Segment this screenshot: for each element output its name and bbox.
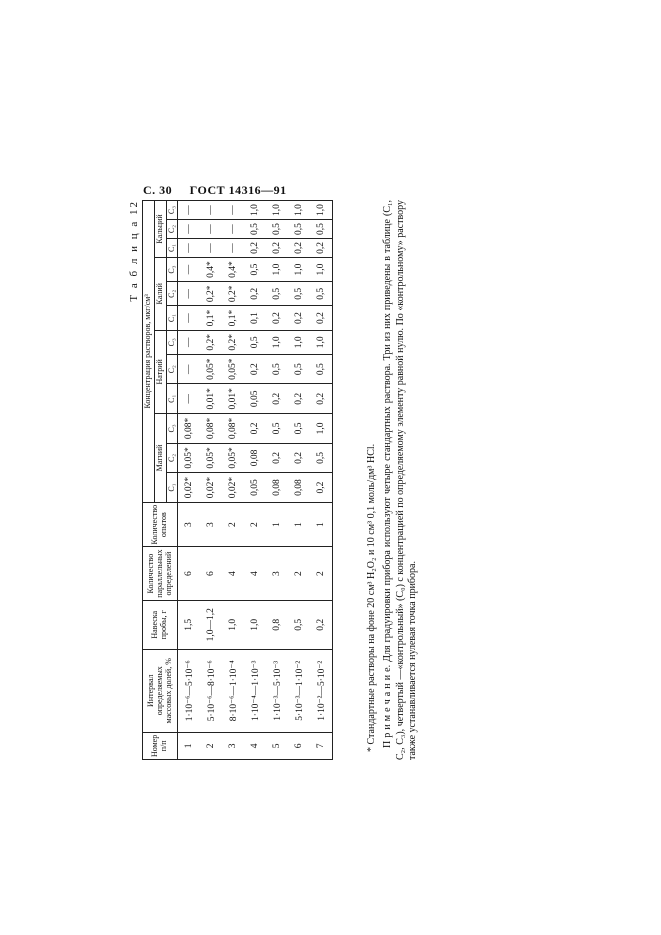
sub-header: C₂ [166, 282, 178, 306]
group-header: Кальций [154, 201, 166, 258]
cell-value: 1,0 [310, 414, 333, 444]
sub-header: C₃ [166, 201, 178, 220]
data-table [142, 200, 333, 760]
col-index: Номер п/п [143, 732, 178, 759]
cell-value: 0,02* [178, 473, 201, 503]
cell-value: 0,4* [222, 257, 244, 281]
cell-value: 0,2 [288, 384, 310, 414]
cell-value: — [178, 201, 201, 220]
sub-header: C₁ [166, 473, 178, 503]
cell-value: 0,2* [222, 330, 244, 354]
cell-value: 1,0 [244, 201, 266, 220]
sub-header: C₁ [166, 384, 178, 414]
cell-par: 2 [310, 547, 333, 600]
cell-idx: 4 [244, 732, 266, 759]
cell-mass: 1,5 [178, 600, 201, 649]
cell-value: — [178, 220, 201, 239]
cell-value: 0,2* [200, 330, 222, 354]
cell-value: 0,5 [310, 443, 333, 473]
cell-range: 5·10⁻⁶—8·10⁻⁶ [200, 649, 222, 732]
cell-value: 0,02* [222, 473, 244, 503]
cell-value: 0,08 [244, 443, 266, 473]
sub-header: C₃ [166, 414, 178, 444]
cell-value: 1,0 [310, 330, 333, 354]
cell-value: 0,5 [288, 282, 310, 306]
cell-idx: 2 [200, 732, 222, 759]
cell-value: 0,08 [288, 473, 310, 503]
cell-value: 0,2 [266, 239, 288, 258]
cell-par: 4 [244, 547, 266, 600]
cell-value: 0,5 [288, 354, 310, 384]
cell-value: 0,05* [200, 443, 222, 473]
group-header: Натрий [154, 330, 166, 413]
cell-idx: 1 [178, 732, 201, 759]
cell-value: 0,5 [310, 354, 333, 384]
cell-value: 1,0 [266, 330, 288, 354]
cell-par: 6 [200, 547, 222, 600]
cell-value: 0,08 [266, 473, 288, 503]
col-concentration: Концентрация растворов, мкг/см³ [143, 201, 155, 503]
sub-header: C₂ [166, 443, 178, 473]
cell-value: — [200, 220, 222, 239]
sub-header: C₂ [166, 354, 178, 384]
col-parallel: Количество параллельных определений [143, 547, 178, 600]
cell-value: 1,0 [288, 330, 310, 354]
cell-value: — [178, 330, 201, 354]
cell-value: 0,2 [244, 414, 266, 444]
table-title: Т а б л и ц а 12 [128, 200, 140, 302]
cell-cnt: 3 [200, 502, 222, 547]
cell-value: 0,2 [310, 384, 333, 414]
cell-value: 0,1 [244, 306, 266, 330]
group-header: Калий [154, 257, 166, 330]
cell-value: 0,08* [178, 414, 201, 444]
table-row [200, 201, 222, 760]
cell-value: 0,05* [222, 443, 244, 473]
cell-cnt: 2 [222, 502, 244, 547]
cell-value: 0,08* [200, 414, 222, 444]
cell-mass: 1,0 [244, 600, 266, 649]
cell-value: 0,05* [178, 443, 201, 473]
cell-value: 0,01* [222, 384, 244, 414]
cell-value: 0,05* [222, 354, 244, 384]
cell-value: 0,2* [200, 282, 222, 306]
cell-range: 1·10⁻²—5·10⁻² [310, 649, 333, 732]
table-row [266, 201, 288, 760]
cell-mass: 1,0—1,2 [200, 600, 222, 649]
cell-mass: 1,0 [222, 600, 244, 649]
cell-mass: 0,2 [310, 600, 333, 649]
cell-value: 0,2 [288, 443, 310, 473]
cell-value: 1,0 [266, 257, 288, 281]
cell-cnt: 1 [266, 502, 288, 547]
cell-mass: 0,8 [266, 600, 288, 649]
cell-value: — [178, 239, 201, 258]
cell-value: 0,2 [310, 306, 333, 330]
note: П р и м е ч а н и е. Для градуировки прибора используют четыре стандартных раствора. Три из них приведены в таблице (C₁, C₂, C₃), четвертый —«контрольный» (C₀) с концентрацией по определяемому элементу равной нулю. По «контрольному» раствору также устанавливается нулевая точка прибора. [382, 200, 418, 760]
col-count: Количество опытов [143, 502, 178, 547]
cell-value: 0,4* [200, 257, 222, 281]
cell-par: 6 [178, 547, 201, 600]
cell-value: 0,5 [310, 220, 333, 239]
sub-header: C₃ [166, 330, 178, 354]
cell-range: 1·10⁻⁶—5·10⁻⁶ [178, 649, 201, 732]
cell-value: 0,2 [266, 443, 288, 473]
page-number: С. 30 [143, 183, 173, 197]
cell-value: — [222, 220, 244, 239]
cell-mass: 0,5 [288, 600, 310, 649]
sub-header: C₁ [166, 306, 178, 330]
sub-header: C₃ [166, 257, 178, 281]
cell-value: — [178, 306, 201, 330]
cell-value: 0,2 [288, 239, 310, 258]
cell-range: 1·10⁻⁴—1·10⁻³ [244, 649, 266, 732]
cell-value: — [200, 239, 222, 258]
sub-header: C₁ [166, 239, 178, 258]
cell-value: 0,2 [288, 306, 310, 330]
cell-value: 0,2 [266, 384, 288, 414]
page-header [143, 183, 301, 198]
cell-cnt: 1 [288, 502, 310, 547]
cell-cnt: 2 [244, 502, 266, 547]
cell-value: 0,5 [288, 220, 310, 239]
table-row [288, 201, 310, 760]
cell-cnt: 1 [310, 502, 333, 547]
cell-idx: 6 [288, 732, 310, 759]
cell-value: 1,0 [288, 257, 310, 281]
cell-range: 8·10⁻⁶—1·10⁻⁴ [222, 649, 244, 732]
sub-header: C₂ [166, 220, 178, 239]
cell-value: 0,1* [222, 306, 244, 330]
cell-value: 1,0 [288, 201, 310, 220]
rotated-content [128, 200, 418, 760]
cell-idx: 3 [222, 732, 244, 759]
cell-value: 0,2 [310, 239, 333, 258]
cell-cnt: 3 [178, 502, 201, 547]
cell-value: 0,5 [310, 282, 333, 306]
cell-value: 0,01* [200, 384, 222, 414]
cell-value: 0,1* [200, 306, 222, 330]
table-row [222, 201, 244, 760]
cell-value: 0,5 [288, 414, 310, 444]
cell-value: 0,5 [244, 220, 266, 239]
cell-value: 0,05* [200, 354, 222, 384]
cell-value: 0,08* [222, 414, 244, 444]
cell-range: 1·10⁻³—5·10⁻³ [266, 649, 288, 732]
cell-value: — [200, 201, 222, 220]
cell-value: 0,2 [244, 354, 266, 384]
cell-idx: 5 [266, 732, 288, 759]
cell-value: — [178, 384, 201, 414]
cell-value: 0,2 [244, 282, 266, 306]
cell-value: 1,0 [310, 201, 333, 220]
cell-value: 0,02* [200, 473, 222, 503]
cell-value: 0,2 [266, 306, 288, 330]
cell-par: 3 [266, 547, 288, 600]
cell-idx: 7 [310, 732, 333, 759]
cell-range: 5·10⁻³—1·10⁻² [288, 649, 310, 732]
cell-value: 0,2* [222, 282, 244, 306]
cell-value: 0,2 [310, 473, 333, 503]
col-range: Интервал определяемых массовых долей, % [143, 649, 178, 732]
table-row [310, 201, 333, 760]
cell-value: 0,2 [244, 239, 266, 258]
cell-value: — [222, 239, 244, 258]
cell-par: 2 [288, 547, 310, 600]
table-row [178, 201, 201, 760]
cell-par: 4 [222, 547, 244, 600]
cell-value: — [178, 257, 201, 281]
group-header: Магний [154, 414, 166, 503]
cell-value: — [222, 201, 244, 220]
cell-value: 0,5 [266, 354, 288, 384]
col-mass: Навеска пробы, г [143, 600, 178, 649]
cell-value: 1,0 [310, 257, 333, 281]
cell-value: 0,05 [244, 473, 266, 503]
cell-value: 0,05 [244, 384, 266, 414]
cell-value: 0,5 [266, 220, 288, 239]
cell-value: 1,0 [266, 201, 288, 220]
cell-value: 0,5 [266, 282, 288, 306]
standard-code: ГОСТ 14316—91 [189, 183, 287, 197]
footnote: * Стандартные растворы на фоне 20 см³ H₂O₂ и 10 см³ 0,1 моль/дм³ HCl. [366, 443, 377, 752]
cell-value: — [178, 282, 201, 306]
cell-value: — [178, 354, 201, 384]
cell-value: 0,5 [244, 330, 266, 354]
cell-value: 0,5 [244, 257, 266, 281]
table-row [244, 201, 266, 760]
cell-value: 0,5 [266, 414, 288, 444]
